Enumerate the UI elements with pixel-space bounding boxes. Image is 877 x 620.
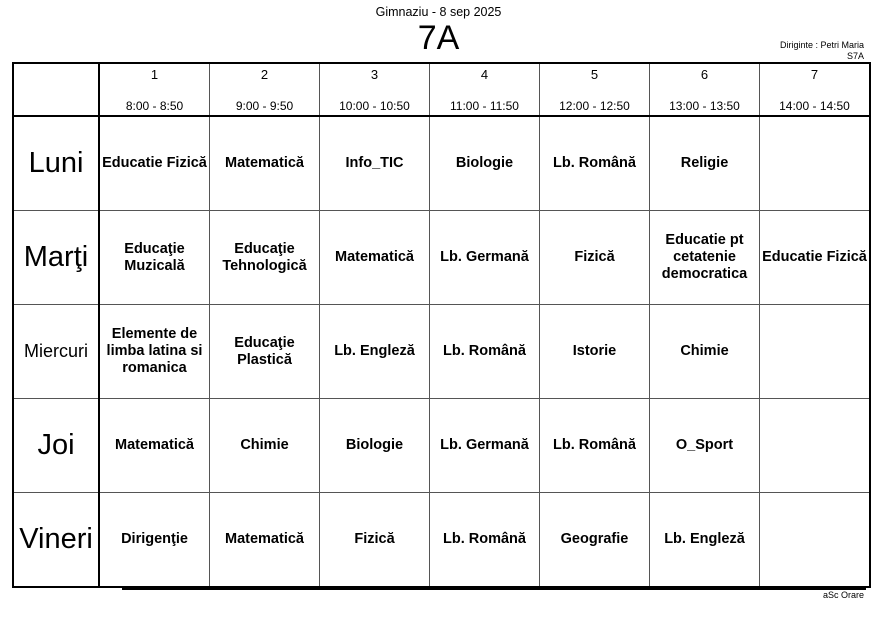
period-number: 6 [700,67,709,82]
day-label: Vineri [13,493,99,588]
lesson-cell: Matematică [320,211,430,305]
day-label: Miercuri [13,305,99,399]
lesson-cell: Matematică [210,493,320,588]
lesson-cell [760,493,871,588]
period-time: 10:00 - 10:50 [339,99,410,113]
period-time: 11:00 - 11:50 [450,99,519,113]
table-bottom-rule [122,588,866,590]
lesson-cell: Lb. Română [430,305,540,399]
day-label: Luni [13,116,99,211]
period-header-4 [430,63,540,116]
lesson-cell: Lb. Română [540,399,650,493]
lesson-cell: Matematică [210,116,320,211]
corner-cell [13,63,99,116]
day-row-marti [13,211,870,305]
period-header-6 [650,63,760,116]
schedule-subtitle: Gimnaziu - 8 sep 2025 [375,5,502,19]
lesson-cell: Educatie Fizică [760,211,871,305]
classroom-code: S7A [846,51,864,61]
timetable [12,62,871,588]
day-row-joi [13,399,870,493]
period-header-7 [760,63,871,116]
lesson-cell: Lb. Germană [430,399,540,493]
period-header-5 [540,63,650,116]
lesson-cell: Istorie [540,305,650,399]
period-number: 4 [480,67,489,82]
teacher-name: Diriginte : Petri Maria [779,40,864,50]
day-label: Joi [13,399,99,493]
lesson-cell: Lb. Engleză [320,305,430,399]
lesson-cell: Fizică [320,493,430,588]
lesson-cell: Lb. Română [540,116,650,211]
period-time: 12:00 - 12:50 [559,99,630,113]
period-time: 8:00 - 8:50 [125,99,184,113]
lesson-cell: Religie [650,116,760,211]
lesson-cell: Dirigenţie [99,493,210,588]
footer-brand: aSc Orare [822,590,864,600]
lesson-cell: Educaţie Tehnologică [210,211,320,305]
day-row-luni [13,116,870,211]
lesson-cell [760,399,871,493]
lesson-cell: Geografie [540,493,650,588]
period-header-1 [99,63,210,116]
period-header-2 [210,63,320,116]
lesson-cell: Matematică [99,399,210,493]
lesson-cell: Educaţie Muzicală [99,211,210,305]
period-time: 14:00 - 14:50 [779,99,850,113]
period-time: 13:00 - 13:50 [669,99,740,113]
period-time: 9:00 - 9:50 [235,99,294,113]
lesson-cell: Biologie [430,116,540,211]
day-label: Marţi [13,211,99,305]
class-title: 7A [417,19,460,57]
period-number: 1 [150,67,159,82]
lesson-cell: Chimie [650,305,760,399]
lesson-cell: Lb. Engleză [650,493,760,588]
period-header-3 [320,63,430,116]
homeroom-teacher [780,40,864,62]
period-number: 2 [260,67,269,82]
lesson-cell: Educaţie Plastică [210,305,320,399]
period-number: 3 [370,67,379,82]
lesson-cell [760,305,871,399]
day-row-miercuri [13,305,870,399]
lesson-cell: Chimie [210,399,320,493]
lesson-cell: Elemente de limba latina si romanica [99,305,210,399]
lesson-cell: Biologie [320,399,430,493]
period-header-row [13,63,870,116]
lesson-cell: Educatie pt cetatenie democratica [650,211,760,305]
lesson-cell: Fizică [540,211,650,305]
lesson-cell: Educatie Fizică [99,116,210,211]
lesson-cell [760,116,871,211]
lesson-cell: Lb. Germană [430,211,540,305]
period-number: 5 [590,67,599,82]
lesson-cell: Lb. Română [430,493,540,588]
lesson-cell: O_Sport [650,399,760,493]
period-number: 7 [810,67,819,82]
lesson-cell: Info_TIC [320,116,430,211]
day-row-vineri [13,493,870,588]
